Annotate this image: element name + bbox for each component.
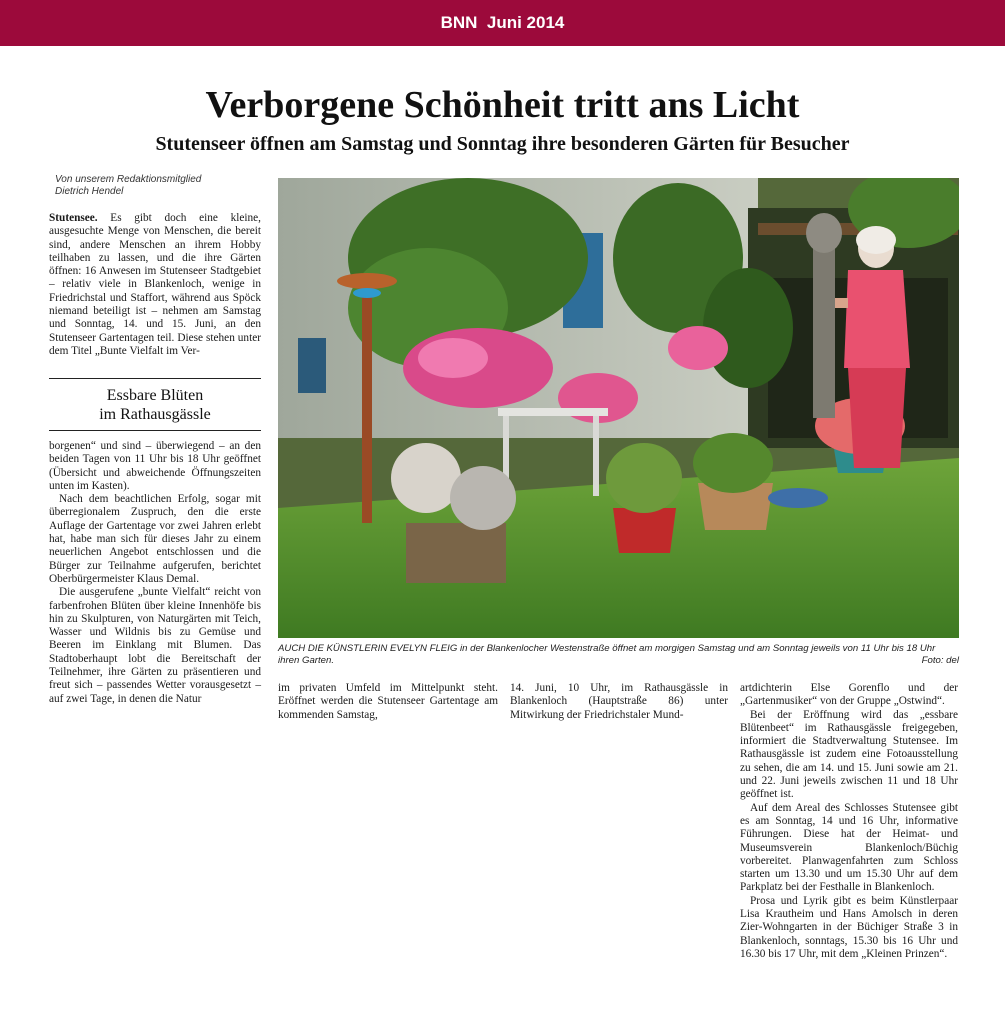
crosshead <box>49 386 261 424</box>
crosshead-rule-top <box>49 378 261 379</box>
paragraph: Prosa und Lyrik gibt es beim Künstlerpaar Lisa Krautheim und Hans Amolsch in deren Zier-Wohngarten in der Büchiger Straße 3 in Blankenloch, sonntags, 15.30 bis 16 Uhr und 16.30 bis 17 Uhr, mit dem „Kleinen Prinzen“. <box>740 894 958 960</box>
paragraph: im privaten Umfeld im Mittelpunkt steht. Eröffnet werden die Stutenseer Gartentage am kommenden Samstag, <box>278 682 498 721</box>
byline-line-1: Von unserem Redaktionsmitglied <box>55 174 202 185</box>
crosshead-rule-bottom <box>49 430 261 431</box>
source-banner <box>0 0 1005 46</box>
article-column-1 <box>49 440 261 730</box>
paragraph: Auf dem Areal des Schlosses Stutensee gibt es am Sonntag, 14 und 16 Uhr, informative Führungen. Diese hat der Heimat- und Museumsverein Blankenloch/Büchig vorbereitet. Planwagenfahrten zum Schloss starten um 13.30 und um 15.30 Uhr auf dem Parkplatz bei der Festhalle in Blankenloch. <box>740 801 958 894</box>
article-column-3 <box>510 682 728 722</box>
paragraph: artdichterin Else Gorenflo und der „Gartenmusiker“ von der Gruppe „Ostwind“. <box>740 682 958 708</box>
photo-credit: Foto: del <box>921 655 959 666</box>
paragraph: Bei der Eröffnung wird das „essbare Blütenbeet“ im Rathausgässle freigegeben, informiert die Stadtverwaltung Stutensee. Im Rathausgässle ist zudem eine Fotoausstellung zu sehen, die am 14. und 15. Juni sowie am 21. und 22. Juni jeweils zwischen 11 und 18 Uhr geöffnet ist. <box>740 708 958 801</box>
photo-caption: AUCH DIE KÜNSTLERIN EVELYN FLEIG in der Blankenlocher Westenstraße öffnet am morgigen Samstag und am Sonntag jeweils von 11 Uhr bis 18 Uhr ihren Garten. <box>278 643 936 666</box>
paragraph: borgenen“ und sind – überwiegend – an den beiden Tagen von 11 Uhr bis 18 Uhr geöffnet (Übersicht und abweichende Öffnungszeiten unten im Kasten). <box>49 440 261 492</box>
lead-text: Es gibt doch eine kleine, ausgesuchte Menge von Menschen, die bereit sind, andere Menschen an ihrem Hobby teilhaben zu lassen, und die ihre Gärten öffnen: 16 Anwesen im Stutenseer Stadtgebiet – relativ viele in Blankenloch, wenige in Friedrichstal und Staffort, während aus Spöck niemand beteiligt ist – nehmen am Samstag und Sonntag, 14. und 15. Juni, an den Stutenseer Gartentagen teil. Diese stehen unter dem Titel „Bunte Vielfalt im Ver- <box>49 212 261 357</box>
article-lead <box>49 212 261 372</box>
paragraph: Die ausgerufene „bunte Vielfalt“ reicht von farbenfrohen Blüten über kleine Innenhöfe bis hin zu Skulpturen, von Naturgärten mit Teich, Wasser und Wildnis bis zu Gemüse und Beeren im Einklang mit Blumen. Das Stadtoberhaupt lobt die Bereitschaft der Teilnehmer, ihre Gärten zu präsentieren und freut sich – passendes Wetter vorausgesetzt – auf zwei Tage, in denen die Natur <box>49 586 261 705</box>
dateline: Stutensee. <box>49 212 98 224</box>
article-column-4 <box>740 682 958 961</box>
paragraph: 14. Juni, 10 Uhr, im Rathausgässle in Blankenloch (Hauptstraße 86) unter Mitwirkung der Friedrichstaler Mund- <box>510 682 728 721</box>
article-headline: Verborgene Schönheit tritt ans Licht <box>205 84 800 126</box>
garden-photo <box>278 178 959 638</box>
paragraph: Nach dem beachtlichen Erfolg, sogar mit überregionalem Zuspruch, den die erste Auflage der Gartentage vor zwei Jahren erlebt hat, habe man sich für dieses Jahr zu einem neuerlichen Angebot entschlossen und die Bürger zur Teilnahme aufgerufen, berichtet Oberbürgermeister Klaus Demal. <box>49 493 261 585</box>
article-subheadline: Stutenseer öffnen am Samstag und Sonntag ihre besonderen Gärten für Besucher <box>155 133 850 155</box>
crosshead-line-1: Essbare Blüten <box>106 387 204 404</box>
article-column-2 <box>278 682 498 722</box>
garden-photo-illustration <box>278 178 959 638</box>
crosshead-line-2: im Rathausgässle <box>99 406 211 423</box>
byline <box>55 174 265 198</box>
byline-author: Dietrich Hendel <box>55 186 124 197</box>
source-banner-text: BNN Juni 2014 <box>440 13 565 32</box>
